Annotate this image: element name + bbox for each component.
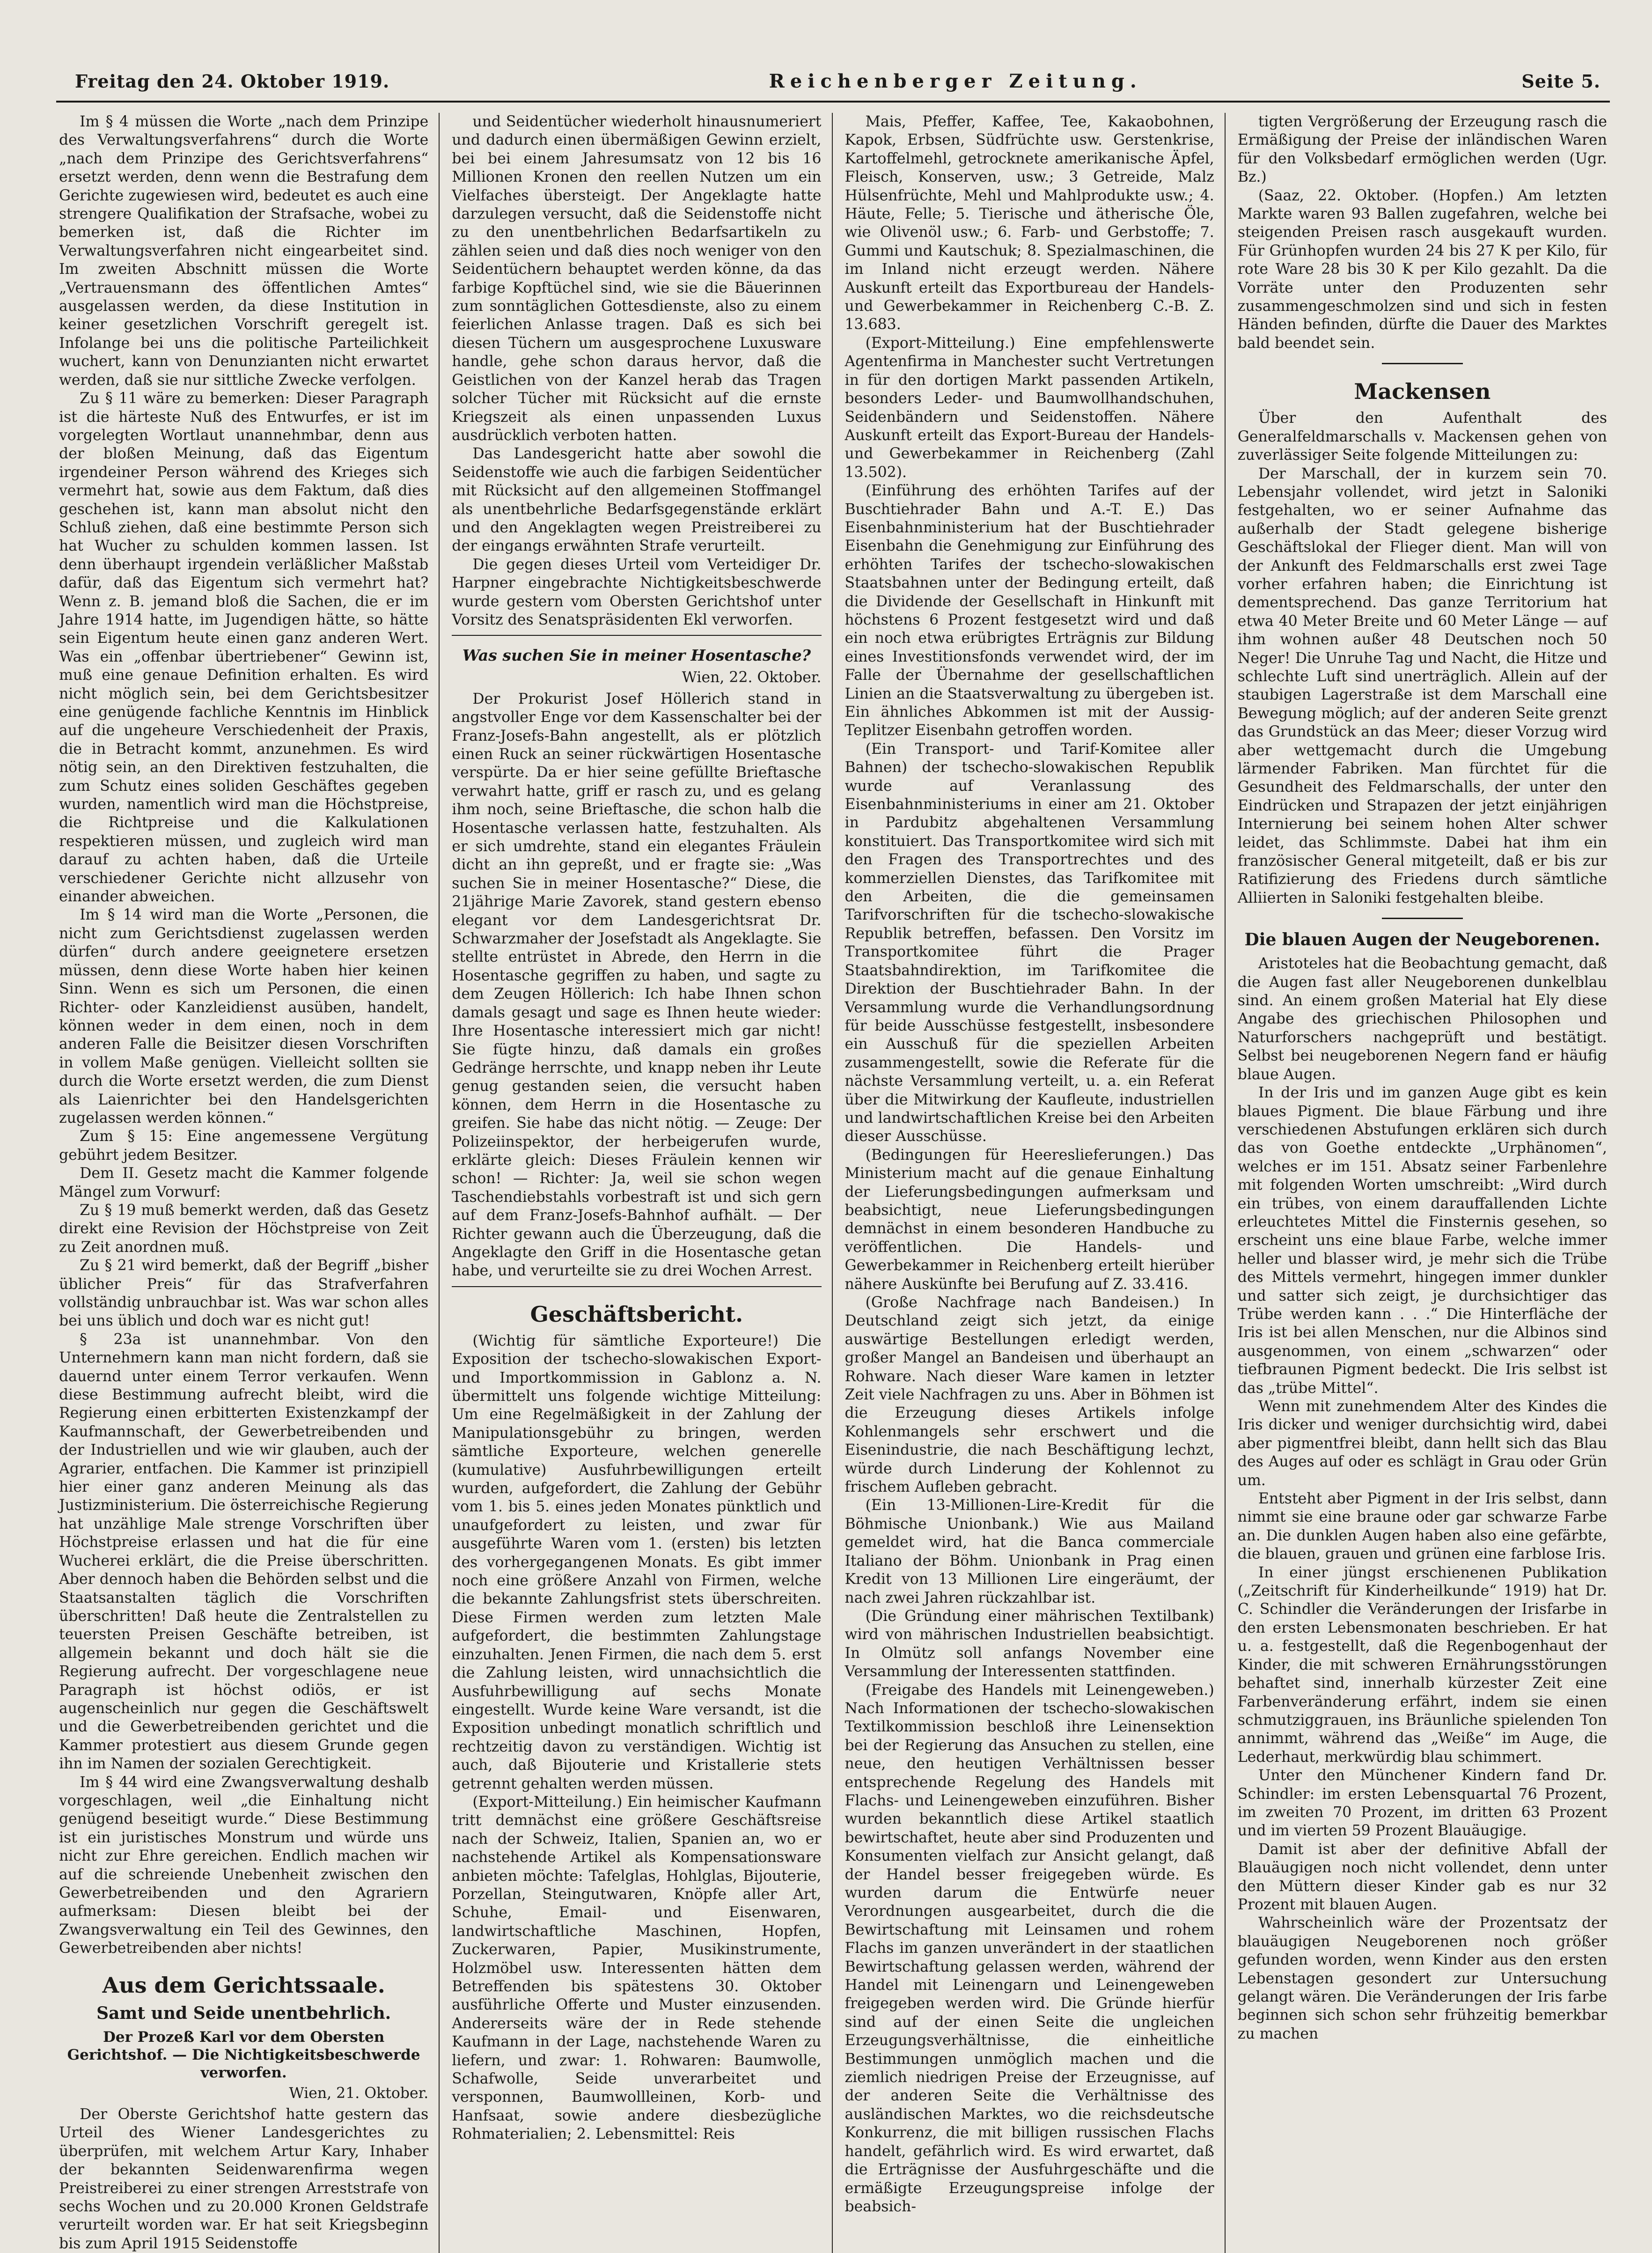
paragraph: Mais, Pfeffer, Kaffee, Tee, Kakaobohnen, Kapok, Erbsen, Südfrüchte usw. Gerstenkrise, Kartoffelmehl, getrocknete amerikanische Äpfel, Fleisch, Konserven, usw.; 3 Getreide, Malz Hülsenfrüchte, Mehl und Mahlprodukte usw.; 4. Häute, Felle; 5. Tierische und ätherische Öle, wie Olivenöl usw.; 6. Farb- und Gerbstoffe; 7. Gummi und Kautschuk; 8. Spezialmaschinen, die im Inland nicht erzeugt werden. Nähere Auskunft erteilt das Exportbureau der Handels- und Gewerbekammer in Reichenberg C.-B. Z. 13.683. [844, 113, 1214, 333]
paragraph: tigten Vergrößerung der Erzeugung rasch die Ermäßigung der Preise der inländischen Waren für den Volksbedarf ermöglichen werden (Ugr. Bz.) [1237, 113, 1607, 186]
masthead: Reichenberger Zeitung. [769, 70, 1142, 92]
divider [452, 1286, 821, 1287]
paragraph: Dem II. Gesetz macht die Kammer folgende Mängel zum Vorwurf: [59, 1165, 429, 1200]
paragraph: (Einführung des erhöhten Tarifes auf der Buschtiehrader Bahn und A.-T. E.) Das Eisenbahnministerium hat der Buschtiehrader Eisenbahn die Genehmigung zur Einführung des erhöhten Tarifes der tschecho-slowakischen Staatsbahnen unter der Bedingung erteilt, daß die Dividende der Gesellschaft in Hinkunft mit höchstens 6 Prozent festgesetzt wird und daß ein noch etwa erübrigtes Erträgnis zur Bildung eines Investitionsfonds verwendet wird, der im Falle der Übernahme der gesellschaftlichen Linien an die Staatsverwaltung zu übergeben ist. Ein ähnliches Abkommen ist mit der Aussig-Teplitzer Eisenbahn getroffen worden. [844, 482, 1214, 739]
paragraph: Unter den Münchener Kindern fand Dr. Schindler: im ersten Lebensquartal 76 Prozent, im zweiten 70 Prozent, im dritten 63 Prozent und im vierten 59 Prozent Blauäugige. [1237, 1767, 1607, 1840]
paragraph: (Ein Transport- und Tarif-Komitee aller Bahnen) der tschecho-slowakischen Republik wurde auf Veranlassung des Eisenbahnministeriums in einer am 21. Oktober in Pardubitz abgehaltenen Versammlung konstituiert. Das Transportkomitee wird sich mit den Fragen des Transportrechtes und des kommerziellen Dienstes, das Tarifkomitee mit den Arbeiten, die die gemeinsamen Tarifvorschriften für die tschecho-slowakische Republik betreffen, befassen. Den Vorsitz im Transportkomitee führt die Prager Staatsbahndirektion, im Tarifkomitee die Direktion der Buschtiehrader Bahn. In der Versammlung wurde die Verhandlungsordnung für beide Ausschüsse festgestellt, insbesondere ein Ausschuß für die speziellen Arbeiten zusammengestellt, sowie die Referate für die nächste Versammlung verteilt, u. a. ein Referat über die Mitwirkung der Kaufleute, industriellen und landwirtschaftlichen Kreise bei den Arbeiten dieser Ausschüsse. [844, 740, 1214, 1145]
column-2 [449, 113, 824, 2253]
paragraph: (Export-Mitteilung.) Eine empfehlenswerte Agentenfirma in Manchester sucht Vertretungen in für den dortigen Markt passenden Artikeln, besonders Leder- und Baumwollhandschuhen, Seidenbändern und Seidenstoffen. Nähere Auskunft erteilt das Export-Bureau der Handels- und Gewerbekammer in Reichenberg (Zahl 13.502). [844, 334, 1214, 481]
article-subtitle: Der Prozeß Karl vor dem Obersten Gerichtshof. — Die Nichtigkeitsbeschwerde verworfen. [67, 2028, 420, 2081]
paragraph: Im § 14 wird man die Worte „Personen, die nicht zum Gerichtsdienst zugelassen werden dürfen“ durch andere geeignetere ersetzen müssen, denn diese Worte haben hier keinen Sinn. Wenn es sich um Personen, die einen Richter- oder Kanzleidienst ausüben, handelt, können weder in dem einen, noch in dem anderen Falle die Beisitzer diesen Vorschriften in vollem Maße genügen. Vielleicht sollten sie durch die Worte ersetzt werden, die zum Dienst als Laienrichter bei den Handelsgerichten zugelassen werden können.“ [59, 906, 429, 1126]
issue-date: Freitag den 24. Oktober 1919. [75, 71, 390, 92]
paragraph: (Saaz, 22. Oktober. (Hopfen.) Am letzten Markte waren 93 Ballen zugefahren, welche bei steigenden Preisen rasch ausgekauft wurden. Für Grünhopfen wurden 24 bis 27 K per Kilo, für rote Ware 28 bis 30 K per Kilo gezahlt. Da die Vorräte unter den Produzenten sehr zusammengeschmolzen sind und sich in festen Händen befinden, dürfte die Dauer des Marktes bald beendet sein. [1237, 187, 1607, 352]
article-title-mackensen: Mackensen [1354, 379, 1491, 405]
paragraph: Der Marschall, der in kurzem sein 70. Lebensjahr vollendet, wird jetzt in Saloniki festgehalten, wo er seiner Aufnahme das außerhalb der Stadt gelegene bisherige Geschäftslokal der Flieger dient. Man will von der Ankunft des Feldmarschalls erst zwei Tage vorher erfahren haben; die Einrichtung ist dementsprechend. Das ganze Territorium hat etwa 40 Meter Breite und 60 Meter Länge — auf ihm wohnen außer 48 Deutschen noch 50 Neger! Die Unruhe Tag und Nacht, die Hitze und schlechte Luft sind unerträglich. Allein auf der staubigen Lagerstraße ist dem Marschall eine Bewegung möglich; auf der anderen Seite grenzt das Grundstück an das Meer; dieser Vorzug wird aber wettgemacht durch die Umgebung lärmender Fabriken. Man fürchtet für die Gesundheit des Feldmarschalls, der unter den Eindrücken und Strapazen der jetzt einjährigen Internierung bei seinem hohen Alter schwer leidet, das Schlimmste. Dabei hat ihm ein französischer General mitgeteilt, daß er bis zur Ratifizierung des Friedens durch sämtliche Alliierten in Saloniki festgehalten bleibe. [1237, 465, 1607, 906]
divider [1382, 363, 1463, 364]
paragraph: Zum § 15: Eine angemessene Vergütung gebührt jedem Besitzer. [59, 1128, 429, 1163]
paragraph: Entsteht aber Pigment in der Iris selbst, dann nimmt sie eine braune oder gar schwarze Farbe an. Die dunklen Augen haben also eine gefärbte, die blauen, grauen und grünen eine farblose Iris. [1237, 1490, 1607, 1563]
paragraph: Zu § 21 wird bemerkt, daß der Begriff „bisher üblicher Preis“ für das Strafverfahren vollständig unbrauchbar ist. Was war schon alles bei uns üblich und doch war es nicht gut! [59, 1257, 429, 1330]
paragraph: (Freigabe des Handels mit Leinengeweben.) Nach Informationen der tschecho-slowakischen Textilkommission beschloß ihre Leinensektion bei der Regierung das Ansuchen zu stellen, eine neue, den heutigen Verhältnissen besser entsprechende Regelung des Handels mit Flachs- und Leinengeweben einzuführen. Bisher wurden bekanntlich diese Artikel staatlich bewirtschaftet, heute aber sind Produzenten und Konsumenten vielfach zur Ansicht gelangt, daß der Handel besser freigegeben würde. Es wurden darum die Entwürfe neuer Verordnungen ausgearbeitet, durch die die Bewirtschaftung mit Leinsamen und rohem Flachs im ganzen unverändert in der staatlichen Bewirtschaftung gelassen werden, während der Handel mit Leinengarn und Leinengeweben freigegeben werden wird. Die Gründe hierfür sind auf der einen Seite die ungleichen Erzeugungsverhältnisse, die einheitliche Bestimmungen unmöglich machen und die ziemlich niedrigen Preise der Erzeugnisse, auf der anderen Seite die Verhältnisse des ausländischen Marktes, wo die reichsdeutsche Konkurrenz, die mit billigen russischen Flachs handelt, gefährlich wird. Es wird erwartet, daß die Erträgnisse der Ausfuhrgeschäfte und die ermäßigte Erzeugungspreise infolge der beabsich- [844, 1681, 1214, 2215]
paragraph: Der Oberste Gerichtshof hatte gestern das Urteil des Wiener Landesgerichtes zu überprüfen, mit welchem Artur Kary, Inhaber der bekannten Seidenwarenfirma wegen Preistreiberei zu einer strengen Arreststrafe von sechs Wochen und zu 20.000 Kronen Geldstrafe verurteilt worden war. Er hat seit Kriegsbeginn bis zum April 1915 Seidenstoffe [59, 2106, 429, 2252]
paragraph: und Seidentücher wiederholt hinausnumeriert und dadurch einen übermäßigen Gewinn erzielt, bei bei einem Jahresumsatz von 12 bis 16 Millionen Kronen den reellen Nutzen um ein Vielfaches übersteigt. Der Angeklagte hatte darzulegen versucht, daß die Seidenstoffe nicht zu den unentbehrlichen Bedarfsartikeln zu zählen seien und daß dies noch weniger von den Seidentüchern behauptet werden könne, da das farbige Kopftüchel sind, wie sie die Bäuerinnen zum sonntäglichen Gottesdienste, also zu einem feierlichen Anlasse tragen. Daß es sich bei diesen Tüchern um ausgesprochene Luxusware handle, gehe schon daraus hervor, daß die Geistlichen von der Kanzel herab das Tragen solcher Tücher mit Rücksicht auf die ernste Kriegszeit als einen unpassenden Luxus ausdrücklich verboten hatten. [452, 113, 822, 444]
paragraph: Das Landesgericht hatte aber sowohl die Seidenstoffe wie auch die farbigen Seidentücher mit Rücksicht auf den allgemeinen Stoffmangel als unentbehrliche Bedarfsgegenstände erklärt und den Angeklagten wegen Preistreiberei zu der eingangs erwähnten Strafe verurteilt. [452, 445, 822, 555]
paragraph: Aristoteles hat die Beobachtung gemacht, daß die Augen fast aller Neugeborenen dunkelblau sind. An einem großen Material hat Ely diese Angabe des griechischen Philosophen und Naturforschers nachgeprüft und bestätigt. Selbst bei neugeborenen Negern fand er häufig blaue Augen. [1237, 955, 1607, 1083]
paragraph: Damit ist aber der definitive Abfall der Blauäugigen noch nicht vollendet, denn unter den Müttern dieser Kinder gab es nur 32 Prozent mit blauen Augen. [1237, 1841, 1607, 1913]
section-heading-court: Aus dem Gerichtssaale. [102, 1972, 385, 1998]
paragraph: Im § 4 müssen die Worte „nach dem Prinzipe des Verwaltungsverfahrens“ durch die Worte „nach dem Prinzipe des Gerichtsverfahrens“ ersetzt werden, denn wenn die Bestrafung dem Gerichte zugewiesen wird, bedeutet es auch eine strengere Qualifikation der Strafsache, wobei zu bemerken ist, daß die Richter im Verwaltungsverfahren nicht eingearbeitet sind. Im zweiten Abschnitt müssen die Worte „Vertrauensmann des öffentlichen Amtes“ ausgelassen werden, da diese Institution in keiner gesetzlichen Vorschrift geregelt ist. Infolange bei uns die politische Parteilichkeit wuchert, kann von Denunzianten nicht erwartet werden, daß sie nur sittliche Zwecke verfolgen. [59, 113, 429, 389]
paragraph: In einer jüngst erschienenen Publikation („Zeitschrift für Kinderheilkunde“ 1919) hat Dr. C. Schindler die Veränderungen der Irisfarbe in den ersten Lebensmonaten beschrieben. Er hat u. a. festgestellt, daß die Regenbogenhaut der Kinder, die mit schweren Ernährungsstörungen behaftet sind, innerhalb kürzester Zeit eine Farbenveränderung erfährt, indem sie einen schmutziggrauen, ins Bräunliche spielenden Ton annimmt, während das „Weiße“ im Auge, die Lederhaut, merkwürdig blau schimmert. [1237, 1564, 1607, 1766]
paragraph: Wenn mit zunehmendem Alter des Kindes die Iris dicker und weniger durchsichtig wird, dabei aber pigmentfrei bleibt, dann hellt sich das Blau des Auges auf oder es schlägt in Grau oder Grün um. [1237, 1398, 1607, 1489]
dateline: Wien, 21. Oktober. [289, 2084, 429, 2102]
paragraph: Die gegen dieses Urteil vom Verteidiger Dr. Harpner eingebrachte Nichtigkeitsbeschwerde wurde gestern vom Obersten Gerichtshof unter Vorsitz des Senatspräsidenten Ekl verworfen. [452, 556, 822, 628]
column-1 [56, 113, 431, 2253]
dateline: Wien, 22. Oktober. [682, 669, 822, 686]
paragraph: Wahrscheinlich wäre der Prozentsatz der blauäugigen Neugeborenen noch größer gefunden worden, wenn Kinder aus den ersten Lebenstagen gesondert zur Untersuchung gelangt wären. Die Veränderungen der Iris farbe beginnen sich schon sehr frühzeitig bemerkbar zu machen [1237, 1914, 1607, 2042]
paragraph: (Ein 13-Millionen-Lire-Kredit für die Böhmische Unionbank.) Wie aus Mailand gemeldet wird, hat die Banca commerciale Italiano der Böhm. Unionbank in Prag einen Kredit von 13 Millionen Lire eingeräumt, der nach zwei Jahren rückzahlbar ist. [844, 1497, 1214, 1606]
paragraph: Der Prokurist Josef Höllerich stand in angstvoller Enge vor dem Kassenschalter bei der Franz-Josefs-Bahn angestellt, als er plötzlich einen Ruck an seiner rückwärtigen Hosentasche verspürte. Da er hier seine gefüllte Brieftasche verwahrt hatte, griff er rasch zu, und es gelang ihm noch, seine Brieftasche, die schon halb die Hosentasche verlassen hatte, festzuhalten. Als er sich umdrehte, stand ein elegantes Fräulein dicht an ihn gepreßt, und er fragte sie: „Was suchen Sie in meiner Hosentasche?“ Diese, die 21jährige Marie Zavorek, stand gestern ebenso elegant vor dem Landesgerichtsrat Dr. Schwarzmaher der Josefstadt als Angeklagte. Sie stellte entrüstet in Abrede, den Herrn in die Hosentasche gegriffen zu haben, und sagte zu dem Zeugen Höllerich: Ich habe Ihnen schon damals gesagt und sage es Ihnen heute wieder: Ihre Hosentasche interessiert mich gar nicht! Sie fügte hinzu, daß damals ein großes Gedränge herrschte, und knapp neben ihr Leute genug gestanden seien, die versucht haben können, dem Herrn in die Hosentasche zu greifen. Sie habe das nicht nötig. — Zeuge: Der Polizeiinspektor, der herbeigerufen wurde, erklärte gleich: Dieses Fräulein kennen wir schon! — Richter: Ja, weil sie schon wegen Taschendiebstahls vorbestraft ist und sich gern auf dem Franz-Josefs-Bahnhof aufhält. — Der Richter gewann auch die Überzeugung, daß die Angeklagte den Griff in die Hosentasche getan habe, und verurteilte sie zu drei Wochen Arrest. [452, 690, 822, 1280]
divider [452, 635, 821, 636]
column-4 [1235, 113, 1610, 2253]
article-title-silk: Samt und Seide unentbehrlich. [96, 2003, 391, 2023]
divider [1382, 918, 1463, 919]
section-heading-business: Geschäftsbericht. [530, 1301, 743, 1327]
paragraph: (Export-Mitteilung.) Ein heimischer Kaufmann tritt demnächst eine größere Geschäftsreise nach der Schweiz, Italien, Spanien an, wo er nachstehende Artikel als Kompensationsware anbieten möchte: Tafelglas, Hohlglas, Bijouterie, Porzellan, Steingutwaren, Knöpfe aller Art, Schuhe, Email- und Eisenwaren, landwirtschaftliche Maschinen, Hopfen, Zuckerwaren, Papier, Musikinstrumente, Holzmöbel usw. Interessenten hätten dem Betreffenden bis spätestens 30. Oktober ausführliche Offerte und Muster einzusenden. Andererseits wäre der in Rede stehende Kaufmann in der Lage, nachstehende Waren zu liefern, und zwar: 1. Rohwaren: Baumwolle, Schafwolle, Seide unverarbeitet und versponnen, Baumwollleinen, Korb- und Hanfsaat, sowie andere diesbezügliche Rohmaterialien; 2. Lebensmittel: Reis [452, 1793, 822, 2143]
paragraph: (Die Gründung einer mährischen Textilbank) wird von mährischen Industriellen beabsichtigt. In Olmütz soll anfangs November eine Versammlung der Interessenten stattfinden. [844, 1607, 1214, 1680]
paragraph: Zu § 11 wäre zu bemerken: Dieser Paragraph ist die härteste Nuß des Entwurfes, er ist im vorgelegten Wortlaut unannehmbar, denn aus der bloßen Meinung, daß das Eigentum irgendeiner Person während des Krieges sich vermehrt hat, sowie aus dem Faktum, daß dies geschehen ist, kann man absolut nicht den Schluß ziehen, daß eine bestimmte Person sich hat Wucher zu schulden kommen lassen. Ist denn überhaupt irgendein verläßlicher Maßstab dafür, daß das Eigentum sich vermehrt hat? Wenn z. B. jemand bloß die Sachen, die er im Jahre 1914 hatte, im Jugendigen hätte, so hätte sein Eigentum heute einen ganz anderen Wert. Was ein „offenbar übertriebener“ Gewinn ist, muß eine genaue Definition erhalten. Es wird nicht möglich sein, bei dem Gerichtsbesitzer eine genügende fachliche Kenntnis im Hinblick auf die ungeheure Verschiedenheit der Praxis, die in Betracht kommt, anzunehmen. Es wird nötig sein, an den Direktiven festzuhalten, die zum Schutz eines soliden Geschäftes gegeben wurden, namentlich wird man die Höchstpreise, die Richtpreise und die Kalkulationen respektieren müssen, und zugleich wird man darauf zu achten haben, daß die Urteile verschiedener Gerichte nicht allzusehr von einander abweichen. [59, 390, 429, 906]
paragraph: In der Iris und im ganzen Auge gibt es kein blaues Pigment. Die blaue Färbung und ihre verschiedenen Abstufungen erklären sich durch das von Goethe entdeckte „Urphänomen“, welches er im 151. Absatz seiner Farbenlehre mit folgenden Worten umschreibt: „Wird durch ein trübes, von einem darauffallenden Lichte erleuchtetes Mittel die Finsternis gesehen, so erscheint uns eine blaue Farbe, welche immer heller und blasser wird, je mehr sich die Trübe des Mittels vermehrt, hingegen immer dunkler und satter sich zeigt, je durchsichtiger das Trübe werden kann . . .“ Die Hinterfläche der Iris ist bei allen Menschen, nur die Albinos sind ausgenommen, von einem „schwarzen“ oder tiefbraunen Pigment bedeckt. Die Iris selbst ist das „trübe Mittel“. [1237, 1084, 1607, 1397]
page-header [56, 70, 1610, 103]
paragraph: (Bedingungen für Heereslieferungen.) Das Ministerium macht auf die genaue Einhaltung der Lieferungsbedingungen aufmerksam und beabsichtigt, neue Lieferungsbedingungen demnächst in einem besonderen Handbuche zu veröffentlichen. Die Handels- und Gewerbekammer in Reichenberg erteilt hierüber nähere Auskünfte bei Berufung auf Z. 33.416. [844, 1146, 1214, 1293]
paragraph: § 23a ist unannehmbar. Von den Unternehmern kann man nicht fordern, daß sie dauernd unter einem Terror verkaufen. Wenn diese Bestimmung aufrecht bleibt, wird die Regierung einen erbitterten Existenzkampf der Kaufmannschaft, der Gewerbetreibenden und der Industriellen und wie wir glauben, auch der Agrarier, entfachen. Die Kammer ist prinzipiell hier einer ganz anderen Meinung als das Justizministerium. Die österreichische Regierung hat unzählige Male strenge Vorschriften über Höchstpreise erlassen und hat die für eine Wucherei erklärt, die die Preise überschritten. Aber dennoch haben die Behörden selbst und die Staatsanstalten täglich die Vorschriften überschritten! Daß heute die Zentralstellen zu teuersten Preisen Geschäfte betreiben, ist allgemein bekannt und doch hält sie die Regierung aufrecht. Der vorgeschlagene neue Paragraph ist höchst odiös, er ist augenscheinlich nur gegen die Geschäftswelt und die Gewerbetreibenden gerichtet und die Kammer protestiert aus diesem Grunde gegen ihn im Namen der sozialen Gerechtigkeit. [59, 1331, 429, 1773]
page-number: Seite 5. [1521, 71, 1601, 92]
paragraph: (Große Nachfrage nach Bandeisen.) In Deutschland zeigt sich jetzt, da einige auswärtige Bestellungen erledigt werden, großer Mangel an Bandeisen und überhaupt an Rohware. Nach dieser Ware kamen in letzter Zeit viele Nachfragen zu uns. Aber in Böhmen ist die Erzeugung dieses Artikels infolge Kohlenmangels sehr erschwert und die Eisenindustrie, die nach Beschäftigung lechzt, würde durch Linderung der Kohlennot zu frischem Aufleben gebracht. [844, 1294, 1214, 1496]
column-3 [842, 113, 1217, 2253]
paragraph: Im § 44 wird eine Zwangsverwaltung deshalb vorgeschlagen, weil „die Einhaltung nicht genügend beseitigt wurde.“ Diese Bestimmung ist ein juristisches Monstrum und würde uns nicht zur Ehre gereichen. Endlich machen wir auf die schreiende Unebenheit zwischen den Gewerbetreibenden und den Agrariern aufmerksam: Diesen bleibt bei der Zwangsverwaltung ein Teil des Gewinnes, den Gewerbetreibenden aber nichts! [59, 1774, 429, 1957]
paragraph: Zu § 19 muß bemerkt werden, daß das Gesetz direkt eine Revision der Höchstpreise von Zeit zu Zeit anordnen muß. [59, 1201, 429, 1256]
article-title-blue-eyes: Die blauen Augen der Neugeborenen. [1244, 930, 1601, 950]
article-columns [56, 113, 1610, 2252]
paragraph: Über den Aufenthalt des Generalfeldmarschalls v. Mackensen gehen von zuverlässiger Seite folgende Mitteilungen zu: [1237, 410, 1607, 464]
paragraph: (Wichtig für sämtliche Exporteure!) Die Exposition der tschecho-slowakischen Export- und Importkommission in Gablonz a. N. übermittelt uns folgende wichtige Mitteilung: Um eine Regelmäßigkeit in der Zahlung der Manipulationsgebühr zu bringen, werden sämtliche Exporteure, welchen generelle (kumulative) Ausfuhrbewilligungen erteilt wurden, aufgefordert, die Zahlung der Gebühr vom 1. bis 5. eines jeden Monates pünktlich und unaufgefordert zu leisten, und zwar für ausgeführte Waren vom 1. (ersten) bis letzten des vorhergegangenen Monats. Es gibt immer noch eine größere Anzahl von Firmen, welche die bekannte Zahlungsfrist stets überschreiten. Diese Firmen werden zum letzten Male aufgefordert, die bestimmten Zahlungstage einzuhalten. Jenen Firmen, die nach dem 5. erst die Zahlung leisten, wird unnachsichtlich die Ausfuhrbewilligung auf sechs Monate eingestellt. Wurde keine Ware versandt, ist die Exposition unbedingt monatlich schriftlich und rechtzeitig davon zu verständigen. Wichtig ist auch, daß Bijouterie und Kristallerie stets getrennt gehalten werden müssen. [452, 1332, 822, 1792]
article-title-pocket: Was suchen Sie in meiner Hosentasche? [462, 646, 811, 665]
